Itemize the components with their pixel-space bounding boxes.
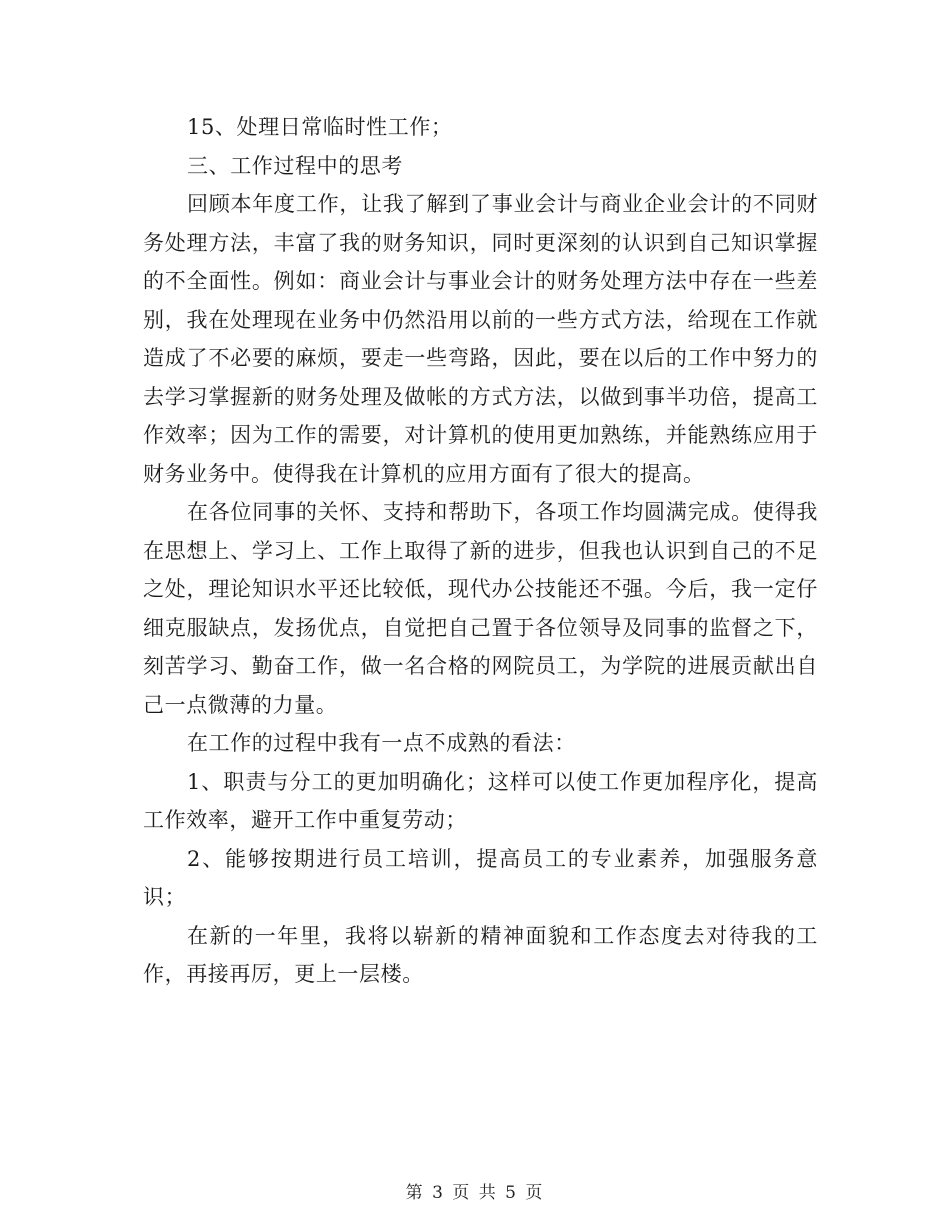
paragraph-opinion-intro: 在工作的过程中我有一点不成熟的看法： (187, 731, 576, 755)
paragraph-review: 回顾本年度工作，让我了解到了事业会计与商业企业会计的不同财务处理方法，丰富了我的财务知识，同时更深刻的认识到自己知识掌握的不全面性。例如：商业会计与事业会计的财务处理方法中存在一些差别，我在处理现在业务中仍然沿用以前的一些方式方法，给现在工作就造成了不必要的麻烦，要走一些弯路，因此，要在以后的工作中努力的去学习掌握新的财务处理及做帐的方式方法，以做到事半功倍，提高工作效率；因为工作的需要，对计算机的使用更加熟练，并能熟练应用于财务业务中。使得我在计算机的应用方面有了很大的提高。 (143, 192, 818, 486)
section-heading-reflection: 三、工作过程中的思考 (187, 153, 403, 178)
paragraph-opinion-1: 1、职责与分工的更加明确化；这样可以使工作更加程序化，提高工作效率，避开工作中重复劳动； (143, 769, 818, 832)
document-body (143, 108, 818, 994)
page-number-footer: 第 3 页 共 5 页 (405, 1183, 545, 1203)
paragraph-opinion-2: 2、能够按期进行员工培训，提高员工的专业素养，加强服务意识； (143, 846, 818, 909)
paragraph-colleagues: 在各位同事的关怀、支持和帮助下，各项工作均圆满完成。使得我在思想上、学习上、工作上取得了新的进步，但我也认识到自己的不足之处，理论知识水平还比较低，现代办公技能还不强。今后，我一定仔细克服缺点，发扬优点，自觉把自己置于各位领导及同事的监督之下，刻苦学习、勤奋工作，做一名合格的网院员工，为学院的进展贡献出自己一点微薄的力量。 (143, 500, 818, 717)
paragraph-new-year: 在新的一年里，我将以崭新的精神面貌和工作态度去对待我的工作，再接再厉，更上一层楼。 (143, 923, 818, 986)
paragraph-item-15: 15、处理日常临时性工作； (187, 115, 453, 139)
